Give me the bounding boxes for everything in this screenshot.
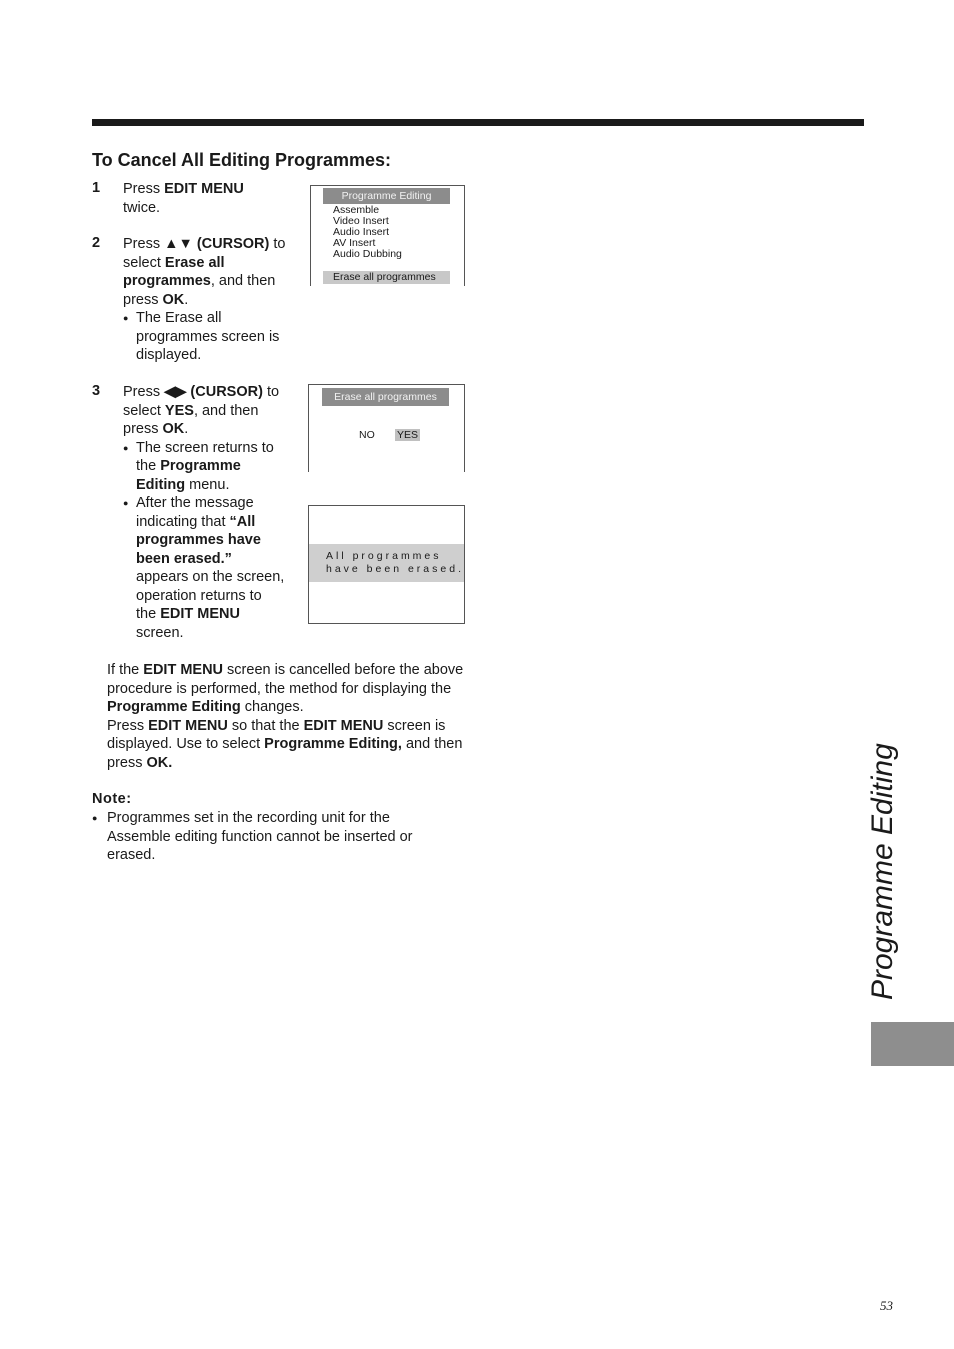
erased-message-screen (308, 505, 465, 624)
step-1-number: 1 (92, 180, 101, 196)
step-3-text (123, 383, 285, 642)
erase-screen-title-bar: Erase all programmes (322, 388, 449, 406)
menu-item-erase-all: Erase all programmes (333, 271, 436, 283)
message-line-2: have been erased. (326, 563, 464, 575)
erase-all-screen (308, 384, 465, 472)
menu-item-video-insert: Video Insert (333, 215, 389, 227)
top-rule (92, 119, 864, 126)
menu-item-assemble: Assemble (333, 204, 380, 216)
note-heading: Note: (92, 791, 132, 807)
option-no: NO (359, 429, 375, 441)
step-2-number: 2 (92, 235, 101, 251)
message-band (309, 544, 464, 582)
note-bullet-1: ● Programmes set in the recording unit for the Assemble editing function cannot be inserted or erased. (92, 809, 452, 865)
step-3-bullet-1: ● The screen returns to the Programme Editing menu. (123, 439, 285, 495)
step-2-bullet-1: ● The Erase all programmes screen is displayed. (123, 309, 288, 365)
screen-title-bar: Programme Editing (323, 188, 450, 204)
menu-item-selected-highlight (323, 271, 450, 284)
option-yes-selected: YES (397, 429, 419, 441)
programme-editing-screen (310, 185, 465, 286)
menu-item-audio-insert: Audio Insert (333, 226, 390, 238)
step-3-instruction: Press ◀▶ (CURSOR) to select YES, and then press OK. (123, 384, 280, 437)
step-1-text: Press EDIT MENU twice. (123, 181, 244, 216)
step-2-instruction: Press ▲▼ (CURSOR) to select Erase all programmes, and then press OK. (123, 236, 286, 308)
side-section-title: Programme Editing (866, 743, 899, 1000)
menu-item-av-insert: AV Insert (333, 237, 376, 249)
message-line-1: All programmes (326, 550, 442, 562)
step-3-number: 3 (92, 383, 101, 399)
menu-item-audio-dubbing: Audio Dubbing (333, 248, 402, 260)
note-body (92, 809, 452, 865)
step-3-bullet-2: ● After the message indicating that “All programmes have been erased.” appears on the screen, operation returns to the EDIT MENU screen. (123, 494, 285, 642)
message-text (326, 550, 464, 576)
cancel-info-paragraph: If the EDIT MENU screen is cancelled before the above procedure is performed, the method for displaying the Programme Editing changes. Press EDIT MENU so that the EDIT MENU screen is displayed. Use to select Programme Editing, and then press OK. (107, 662, 464, 771)
side-tab-marker (871, 1022, 954, 1066)
section-heading: To Cancel All Editing Programmes: (92, 150, 392, 170)
page-number: 53 (880, 1298, 893, 1313)
step-2-text (123, 235, 288, 365)
